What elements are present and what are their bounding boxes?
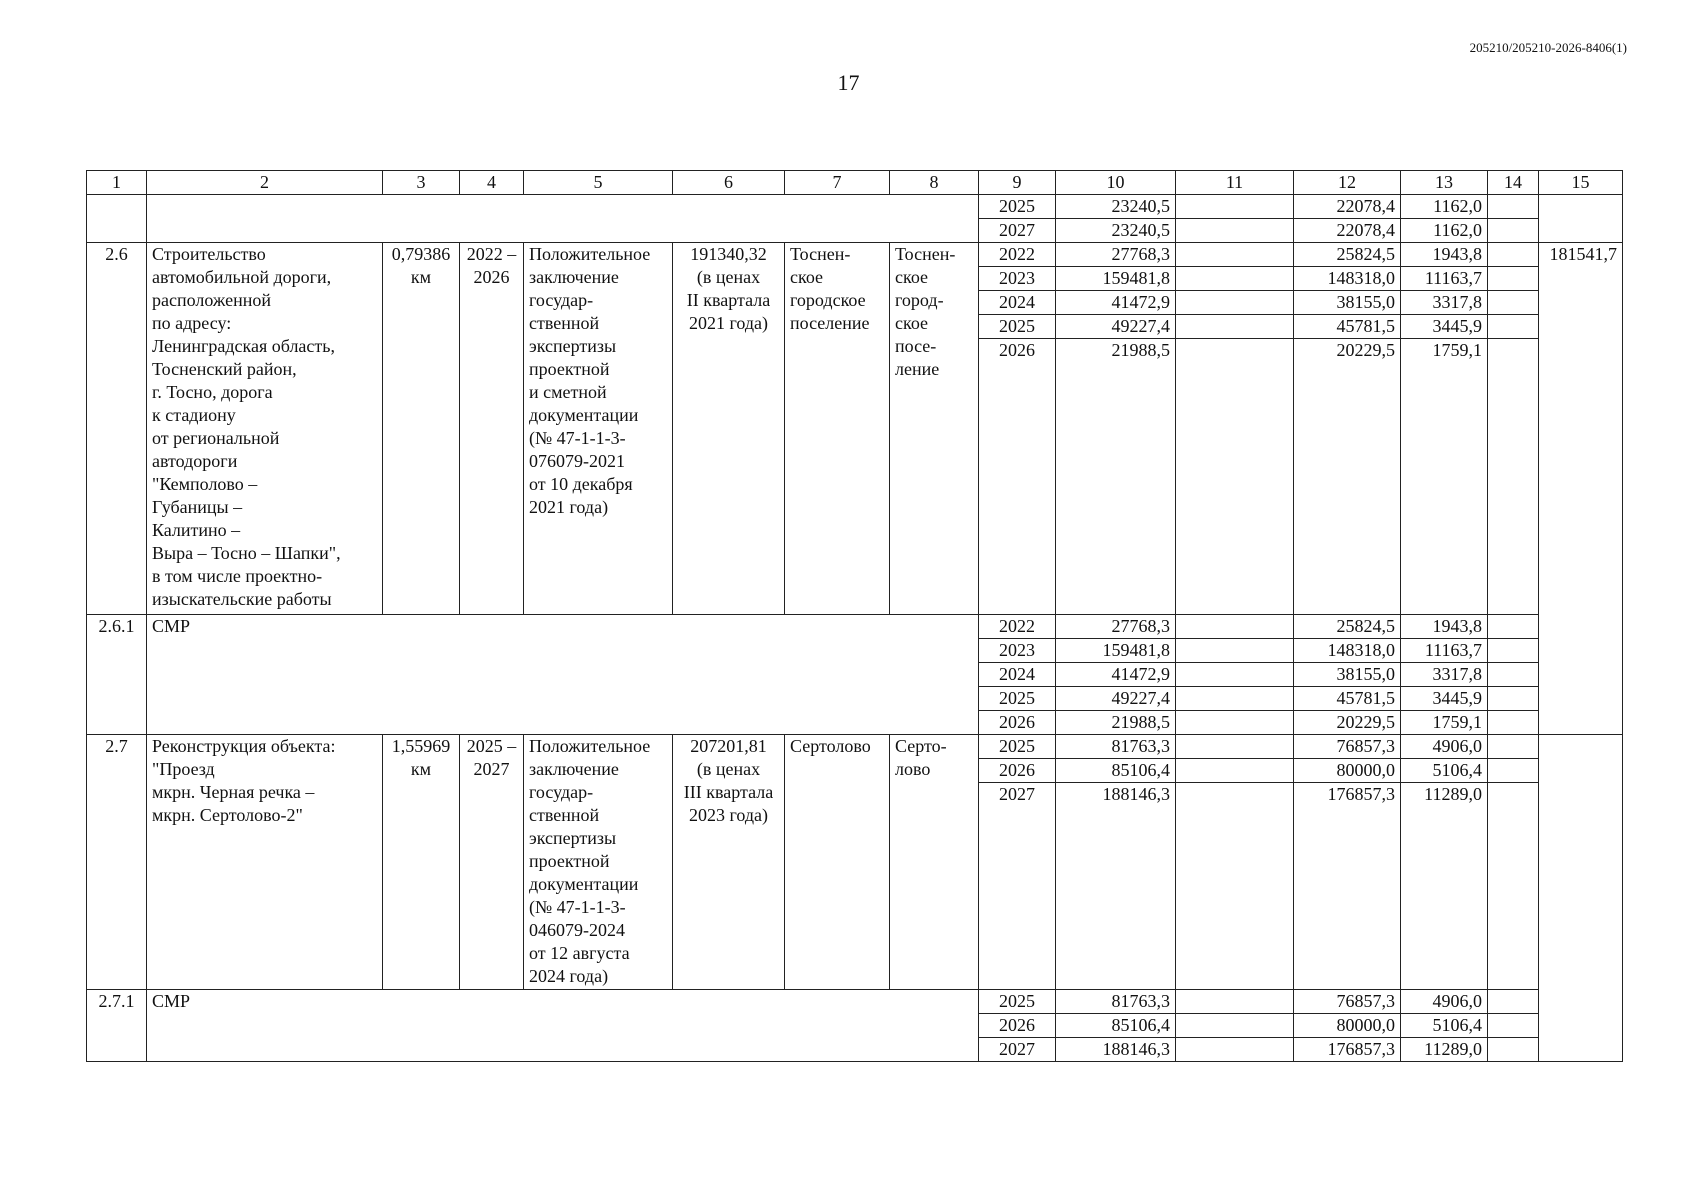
table-row: [87, 735, 1623, 759]
value-cell: 176857,3: [1294, 783, 1401, 990]
empty-cell: [1176, 243, 1294, 267]
empty-cell: [1176, 1014, 1294, 1038]
value-cell: 1943,8: [1401, 243, 1488, 267]
empty-cell: [1176, 195, 1294, 219]
value-cell: 81763,3: [1056, 735, 1176, 759]
value-cell: 23240,5: [1056, 219, 1176, 243]
year-cell: 2027: [979, 783, 1056, 990]
item-length: 1,55969 км: [383, 735, 460, 990]
year-cell: 2027: [979, 1038, 1056, 1062]
year-cell: 2026: [979, 759, 1056, 783]
empty-cell: [1488, 990, 1539, 1014]
empty-cell: [1488, 639, 1539, 663]
value-cell: 11289,0: [1401, 783, 1488, 990]
year-cell: 2026: [979, 339, 1056, 615]
col-header: 1: [87, 171, 147, 195]
item-total: 181541,7: [1539, 243, 1623, 735]
value-cell: 80000,0: [1294, 1014, 1401, 1038]
item-number: 2.6: [87, 243, 147, 615]
empty-cell: [1176, 639, 1294, 663]
value-cell: 3445,9: [1401, 315, 1488, 339]
value-cell: 5106,4: [1401, 1014, 1488, 1038]
item-period: 2022 – 2026: [460, 243, 524, 615]
value-cell: 38155,0: [1294, 291, 1401, 315]
year-cell: 2022: [979, 615, 1056, 639]
item-period: 2025 – 2027: [460, 735, 524, 990]
item-customer: Тоснен- ское город- ское посе- ление: [890, 243, 979, 615]
col-header: 5: [524, 171, 673, 195]
empty-cell: [1488, 291, 1539, 315]
empty-cell: [1488, 735, 1539, 759]
empty-cell: [1176, 687, 1294, 711]
value-cell: 1943,8: [1401, 615, 1488, 639]
empty-cell: [1488, 663, 1539, 687]
empty-cell: [1488, 711, 1539, 735]
empty-cell: [1176, 663, 1294, 687]
value-cell: 41472,9: [1056, 663, 1176, 687]
value-cell: 4906,0: [1401, 990, 1488, 1014]
value-cell: 159481,8: [1056, 639, 1176, 663]
item-length: 0,79386 км: [383, 243, 460, 615]
empty-cell: [1176, 291, 1294, 315]
empty-cell: [1176, 1038, 1294, 1062]
value-cell: 22078,4: [1294, 219, 1401, 243]
value-cell: 1759,1: [1401, 711, 1488, 735]
item-expertise: Положительное заключение государ- ственной экспертизы проектной и сметной документации (№ 47-1-1-3- 076079-2021 от 10 декабря 2021 года): [524, 243, 673, 615]
value-cell: 188146,3: [1056, 783, 1176, 990]
value-cell: 85106,4: [1056, 1014, 1176, 1038]
year-cell: 2025: [979, 687, 1056, 711]
item-municipality: Тоснен- ское городское поселение: [785, 243, 890, 615]
empty-cell: [1176, 615, 1294, 639]
item-expertise: Положительное заключение государ- ственной экспертизы проектной документации (№ 47-1-1-3- 046079-2024 от 12 августа 2024 года): [524, 735, 673, 990]
table-row: [87, 615, 1623, 639]
value-cell: 49227,4: [1056, 687, 1176, 711]
empty-cell: [1176, 735, 1294, 759]
value-cell: 21988,5: [1056, 711, 1176, 735]
table-row: [87, 243, 1623, 267]
empty-cell: [1488, 339, 1539, 615]
empty-cell: [1488, 687, 1539, 711]
item-name: СМР: [147, 990, 979, 1062]
value-cell: 159481,8: [1056, 267, 1176, 291]
item-name: Реконструкция объекта: "Проезд мкрн. Черная речка – мкрн. Сертолово-2": [147, 735, 383, 990]
value-cell: 3445,9: [1401, 687, 1488, 711]
empty-cell: [1488, 759, 1539, 783]
value-cell: 22078,4: [1294, 195, 1401, 219]
year-cell: 2025: [979, 315, 1056, 339]
value-cell: 80000,0: [1294, 759, 1401, 783]
empty-cell: [1176, 783, 1294, 990]
empty-cell: [1176, 315, 1294, 339]
empty-cell: [1488, 1038, 1539, 1062]
col-header: 13: [1401, 171, 1488, 195]
item-name: Строительство автомобильной дороги, расположенной по адресу: Ленинградская область, Тосненский район, г. Тосно, дорога к стадиону от региональной автодороги "Кемполово – Губаницы – Калитино – Выра – Тосно – Шапки", в том числе проектно- изыскательские работы: [147, 243, 383, 615]
empty-cell: [1488, 195, 1539, 219]
year-cell: 2027: [979, 219, 1056, 243]
value-cell: 188146,3: [1056, 1038, 1176, 1062]
item-number: 2.6.1: [87, 615, 147, 735]
table-row: [87, 195, 1623, 219]
item-number: 2.7: [87, 735, 147, 990]
col-header: 3: [383, 171, 460, 195]
value-cell: 148318,0: [1294, 267, 1401, 291]
item-municipality: Сертолово: [785, 735, 890, 990]
col-header: 14: [1488, 171, 1539, 195]
empty-cell: [1539, 195, 1623, 243]
value-cell: 38155,0: [1294, 663, 1401, 687]
value-cell: 20229,5: [1294, 711, 1401, 735]
item-cost: 191340,32 (в ценах II квартала 2021 года): [673, 243, 785, 615]
empty-cell: [1488, 267, 1539, 291]
value-cell: 76857,3: [1294, 990, 1401, 1014]
value-cell: 20229,5: [1294, 339, 1401, 615]
col-header: 2: [147, 171, 383, 195]
page-number: 17: [837, 70, 860, 95]
value-cell: 11163,7: [1401, 639, 1488, 663]
col-header: 7: [785, 171, 890, 195]
col-header: 4: [460, 171, 524, 195]
empty-cell: [1176, 339, 1294, 615]
value-cell: 41472,9: [1056, 291, 1176, 315]
col-header: 15: [1539, 171, 1623, 195]
empty-cell: [1176, 219, 1294, 243]
empty-cell: [1488, 243, 1539, 267]
item-customer: Серто- лово: [890, 735, 979, 990]
column-number-row: [87, 171, 1623, 195]
year-cell: 2022: [979, 243, 1056, 267]
year-cell: 2024: [979, 663, 1056, 687]
value-cell: 11289,0: [1401, 1038, 1488, 1062]
table-row: [87, 990, 1623, 1014]
value-cell: 25824,5: [1294, 615, 1401, 639]
col-header: 10: [1056, 171, 1176, 195]
empty-cell: [1488, 1014, 1539, 1038]
col-header: 12: [1294, 171, 1401, 195]
item-number: 2.7.1: [87, 990, 147, 1062]
item-cost: 207201,81 (в ценах III квартала 2023 года): [673, 735, 785, 990]
col-header: 6: [673, 171, 785, 195]
value-cell: 45781,5: [1294, 687, 1401, 711]
value-cell: 148318,0: [1294, 639, 1401, 663]
empty-cell: [1176, 267, 1294, 291]
value-cell: 3317,8: [1401, 291, 1488, 315]
empty-cell: [1176, 990, 1294, 1014]
year-cell: 2023: [979, 267, 1056, 291]
year-cell: 2026: [979, 1014, 1056, 1038]
value-cell: 1162,0: [1401, 195, 1488, 219]
value-cell: 76857,3: [1294, 735, 1401, 759]
value-cell: 81763,3: [1056, 990, 1176, 1014]
value-cell: 5106,4: [1401, 759, 1488, 783]
empty-cell: [1176, 711, 1294, 735]
value-cell: 3317,8: [1401, 663, 1488, 687]
value-cell: 1759,1: [1401, 339, 1488, 615]
value-cell: 27768,3: [1056, 615, 1176, 639]
value-cell: 27768,3: [1056, 243, 1176, 267]
year-cell: 2025: [979, 990, 1056, 1014]
col-header: 9: [979, 171, 1056, 195]
value-cell: 85106,4: [1056, 759, 1176, 783]
value-cell: 49227,4: [1056, 315, 1176, 339]
empty-cell: [87, 195, 147, 243]
empty-cell: [1176, 759, 1294, 783]
empty-cell: [1488, 783, 1539, 990]
year-cell: 2024: [979, 291, 1056, 315]
item-name: СМР: [147, 615, 979, 735]
value-cell: 1162,0: [1401, 219, 1488, 243]
value-cell: 176857,3: [1294, 1038, 1401, 1062]
empty-cell: [1488, 315, 1539, 339]
investment-table: [86, 170, 1623, 1062]
year-cell: 2025: [979, 195, 1056, 219]
value-cell: 21988,5: [1056, 339, 1176, 615]
empty-cell: [1488, 219, 1539, 243]
empty-cell: [1488, 615, 1539, 639]
year-cell: 2025: [979, 735, 1056, 759]
value-cell: 23240,5: [1056, 195, 1176, 219]
document-id: 205210/205210-2026-8406(1): [1469, 40, 1627, 55]
value-cell: 11163,7: [1401, 267, 1488, 291]
empty-cell: [1539, 735, 1623, 1062]
year-cell: 2023: [979, 639, 1056, 663]
value-cell: 25824,5: [1294, 243, 1401, 267]
col-header: 8: [890, 171, 979, 195]
value-cell: 45781,5: [1294, 315, 1401, 339]
year-cell: 2026: [979, 711, 1056, 735]
empty-cell: [147, 195, 979, 243]
col-header: 11: [1176, 171, 1294, 195]
value-cell: 4906,0: [1401, 735, 1488, 759]
